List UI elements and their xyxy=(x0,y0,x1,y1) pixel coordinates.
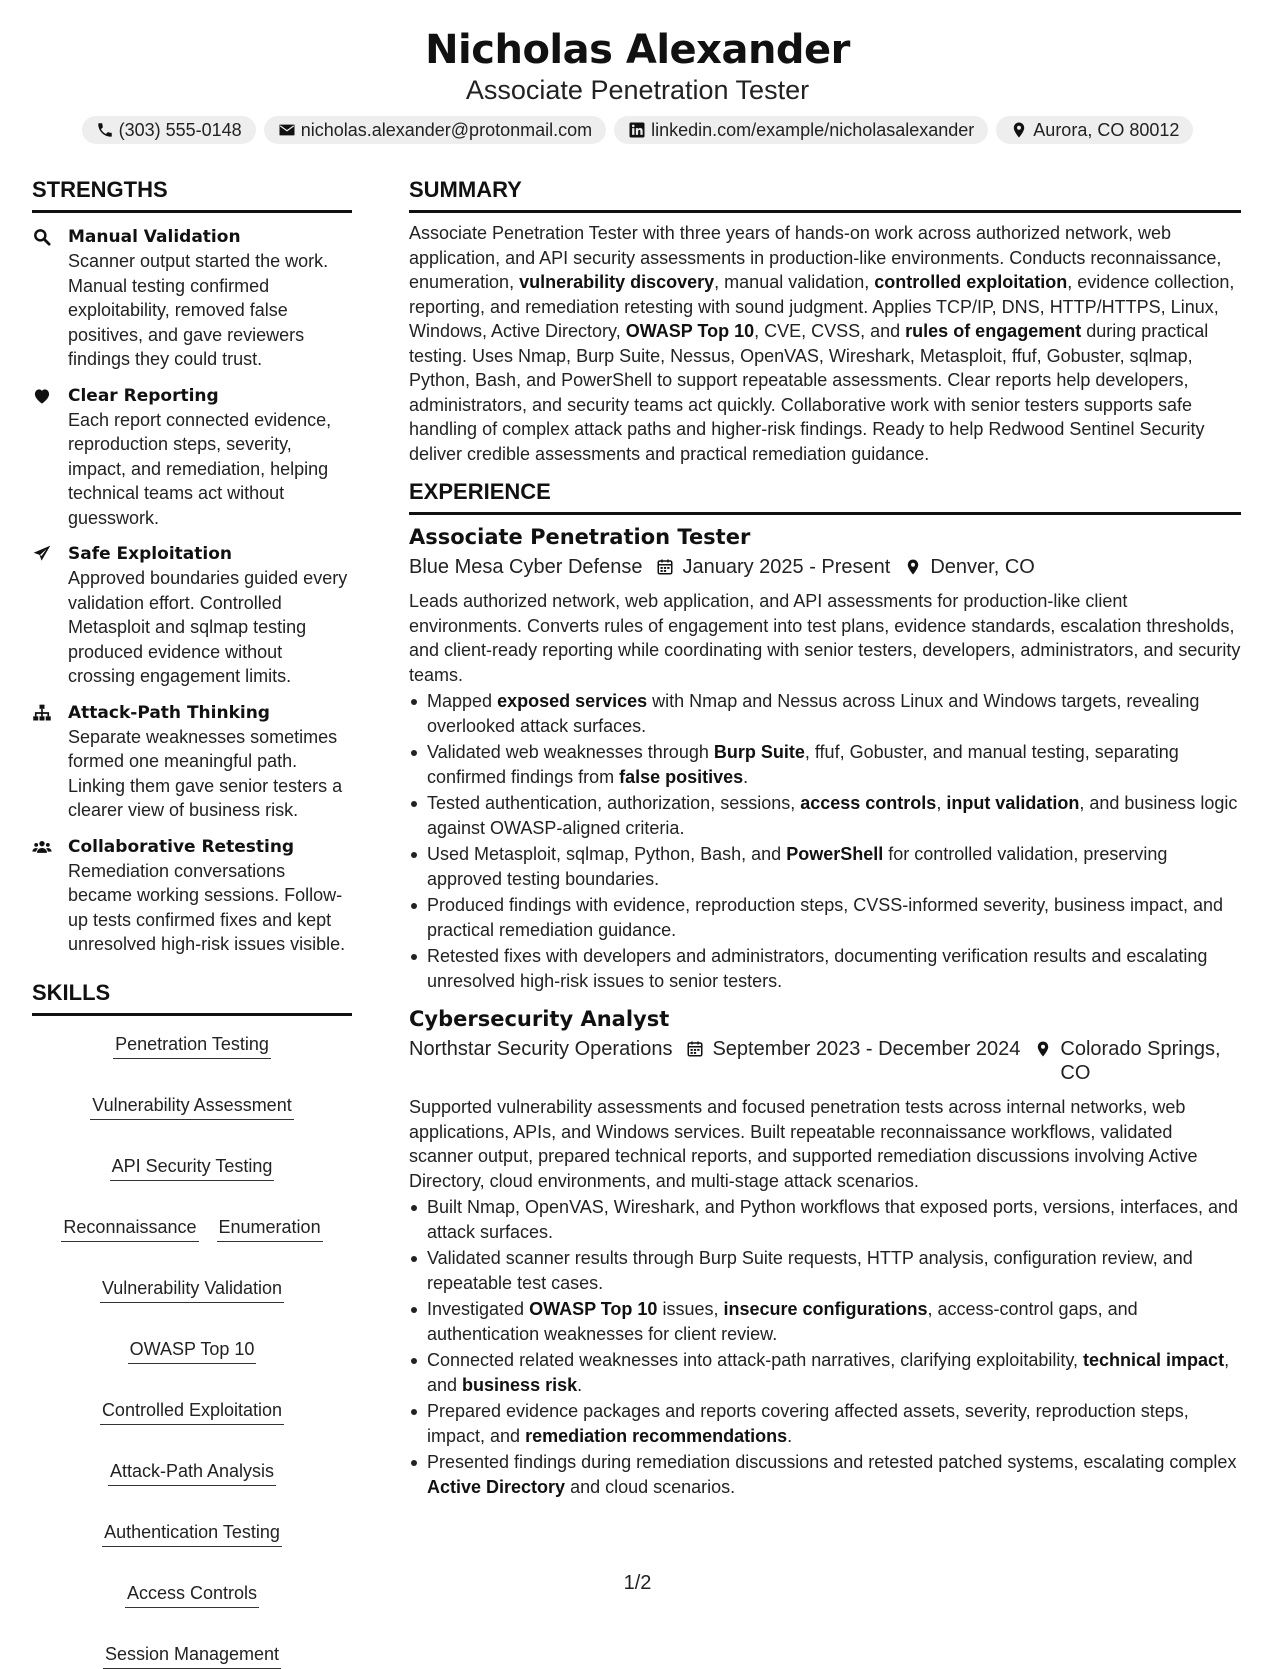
skill-tag: Vulnerability Validation xyxy=(100,1276,284,1303)
strength-title: Manual Validation xyxy=(68,227,241,247)
strength-title: Clear Reporting xyxy=(68,385,219,406)
calendar-icon xyxy=(656,557,674,577)
page-number: 1/2 xyxy=(623,1572,652,1594)
skill-tag: Attack-Path Analysis xyxy=(108,1459,276,1486)
strength-title: Attack-Path Thinking xyxy=(68,702,270,723)
skill-tag: Authentication Testing xyxy=(102,1520,282,1547)
bullet-item: Prepared evidence packages and reports covering affected assets, severity, reproduction steps, impact, and remediation recommendations. xyxy=(409,1399,1241,1448)
skill-tag: API Security Testing xyxy=(110,1154,275,1181)
job-meta xyxy=(409,1037,1241,1085)
strength-desc: Approved boundaries guided every validation effort. Controlled Metasploit and sqlmap testing produced evidence without crossing engagement limits. xyxy=(68,568,348,686)
strength-item xyxy=(32,701,352,823)
bullet-item: Tested authentication, authorization, sessions, access controls, input validation, and business logic against OWASP-aligned criteria. xyxy=(409,791,1241,840)
bullet-item: Mapped exposed services with Nmap and Nessus across Linux and Windows targets, revealing overlooked attack surfaces. xyxy=(409,689,1241,738)
strength-item xyxy=(32,225,352,372)
bullet-item: Presented findings during remediation discussions and retested patched systems, escalating complex Active Directory and cloud scenarios. xyxy=(409,1450,1241,1499)
company-name: Blue Mesa Cyber Defense xyxy=(409,556,643,578)
bullet-item: Produced findings with evidence, reproduction steps, CVSS-informed severity, business impact, and practical remediation guidance. xyxy=(409,893,1241,942)
bullet-item: Used Metasploit, sqlmap, Python, Bash, and PowerShell for controlled validation, preserving approved testing boundaries. xyxy=(409,842,1241,891)
phone-icon xyxy=(96,121,114,139)
users-icon xyxy=(32,837,52,857)
bullet-item: Investigated OWASP Top 10 issues, insecure configurations, access-control gaps, and authentication weaknesses for client review. xyxy=(409,1297,1241,1346)
company-name: Northstar Security Operations xyxy=(409,1038,673,1060)
skill-tag: Vulnerability Assessment xyxy=(90,1093,293,1120)
job-entry xyxy=(409,1005,1241,1499)
strength-item xyxy=(32,542,352,689)
bullet-item: Connected related weaknesses into attack-path narratives, clarifying exploitability, technical impact, and business risk. xyxy=(409,1348,1241,1397)
strengths-heading: STRENGTHS xyxy=(32,176,352,213)
skill-tag: OWASP Top 10 xyxy=(128,1337,257,1364)
strength-desc: Remediation conversations became working sessions. Follow-up tests confirmed fixes and kept unresolved high-risk issues visible. xyxy=(68,860,346,954)
email-contact[interactable] xyxy=(264,116,606,144)
right-column xyxy=(409,176,1241,1501)
skill-tag: Session Management xyxy=(103,1642,281,1669)
summary-heading: SUMMARY xyxy=(409,176,1241,213)
linkedin-text: linkedin.com/example/nicholasalexander xyxy=(651,120,975,140)
map-pin-icon xyxy=(904,557,922,577)
job-title: Associate Penetration Tester xyxy=(409,525,751,549)
phone-text: (303) 555-0148 xyxy=(118,120,242,140)
bullet-item: Validated scanner results through Burp Suite requests, HTTP analysis, configuration review, and repeatable test cases. xyxy=(409,1246,1241,1295)
summary-text: Associate Penetration Tester with three years of hands-on work across authorized network, web application, and API security assessments in production-like environments. Conducts reconnaissance, enumeration, vulnerability discovery, manual validation, controlled exploitation, evidence collection, reporting, and remediation retesting with sound judgment. Applies TCP/IP, DNS, HTTP/HTTPS, Linux, Windows, Active Directory, OWASP Top 10, CVE, CVSS, and rules of engagement during practical testing. Uses Nmap, Burp Suite, Nessus, OpenVAS, Wireshark, Metasploit, ffuf, Gobuster, sqlmap, Python, Bash, and PowerShell to support repeatable assessments. Clear reports help developers, administrators, and security teams act quickly. Collaborative work with senior testers supports safe handling of complex attack paths and higher-risk findings. Ready to help Redwood Sentinel Security deliver credible assessments and practical remediation guidance. xyxy=(409,223,1235,464)
job-dates: September 2023 - December 2024 xyxy=(686,1037,1020,1061)
job-location: Colorado Springs, CO xyxy=(1034,1037,1241,1085)
job-meta xyxy=(409,555,1241,579)
left-column xyxy=(32,176,352,1669)
job-description: Leads authorized network, web application, and API assessments for production-like client environments. Converts rules of engagement into test plans, evidence standards, escalation thresholds, and client-ready reporting while coordinating with senior testers, developers, administrators, and security teams. xyxy=(409,591,1241,685)
strength-title: Collaborative Retesting xyxy=(68,836,295,857)
skill-tag: Enumeration xyxy=(217,1215,323,1242)
skill-tag: Controlled Exploitation xyxy=(100,1398,284,1425)
job-bullets xyxy=(409,1195,1241,1499)
skill-tag: Reconnaissance xyxy=(61,1215,198,1242)
strength-title: Safe Exploitation xyxy=(68,544,232,564)
strength-item xyxy=(32,384,352,531)
job-entry xyxy=(409,523,1241,993)
skills-heading: SKILLS xyxy=(32,979,352,1016)
email-text: nicholas.alexander@protonmail.com xyxy=(300,120,593,140)
job-title: Cybersecurity Analyst xyxy=(409,1007,670,1031)
job-bullets xyxy=(409,689,1241,993)
strength-desc: Each report connected evidence, reproduction steps, severity, impact, and remediation, helping technical teams act without guesswork. xyxy=(68,409,332,528)
bullet-item: Validated web weaknesses through Burp Suite, ffuf, Gobuster, and manual testing, separating confirmed findings from false positives. xyxy=(409,740,1241,789)
candidate-role: Associate Penetration Tester xyxy=(465,75,810,105)
phone-contact[interactable] xyxy=(82,116,256,144)
sitemap-icon xyxy=(32,703,52,723)
job-dates: January 2025 - Present xyxy=(656,555,890,579)
experience-heading: EXPERIENCE xyxy=(409,478,1241,515)
job-list xyxy=(409,523,1241,1499)
skill-tag: Access Controls xyxy=(125,1581,259,1608)
contact-bar xyxy=(0,116,1275,144)
linkedin-contact[interactable] xyxy=(614,116,988,144)
strength-item xyxy=(32,835,352,957)
candidate-name: Nicholas Alexander xyxy=(425,27,850,73)
linkedin-icon xyxy=(628,121,646,139)
job-description: Supported vulnerability assessments and focused penetration tests across internal networks, web applications, APIs, and Windows services. Built repeatable reconnaissance workflows, validated scanner output, prepared technical reports, and supported remediation discussions involving Active Directory, cloud environments, and multi-stage attack scenarios. xyxy=(409,1097,1198,1191)
search-icon xyxy=(32,227,52,247)
location-contact xyxy=(996,116,1193,144)
job-location: Denver, CO xyxy=(904,555,1241,579)
skill-tag: Penetration Testing xyxy=(113,1032,271,1059)
strength-desc: Separate weaknesses sometimes formed one meaningful path. Linking them gave senior testers a clearer view of business risk. xyxy=(68,726,343,820)
bullet-item: Built Nmap, OpenVAS, Wireshark, and Python workflows that exposed ports, versions, interfaces, and attack surfaces. xyxy=(409,1195,1241,1244)
calendar-icon xyxy=(686,1039,704,1059)
paper-plane-icon xyxy=(32,544,52,564)
map-pin-icon xyxy=(1010,121,1028,139)
envelope-icon xyxy=(278,121,296,139)
location-text: Aurora, CO 80012 xyxy=(1033,120,1180,140)
strength-desc: Scanner output started the work. Manual testing confirmed exploitability, removed false positives, and gave reviewers findings they could trust. xyxy=(68,251,329,369)
bullet-item: Retested fixes with developers and administrators, documenting verification results and escalating unresolved high-risk issues to senior testers. xyxy=(409,944,1241,993)
heart-icon xyxy=(32,386,52,406)
map-pin-icon xyxy=(1034,1039,1052,1059)
resume-header xyxy=(0,0,1275,144)
